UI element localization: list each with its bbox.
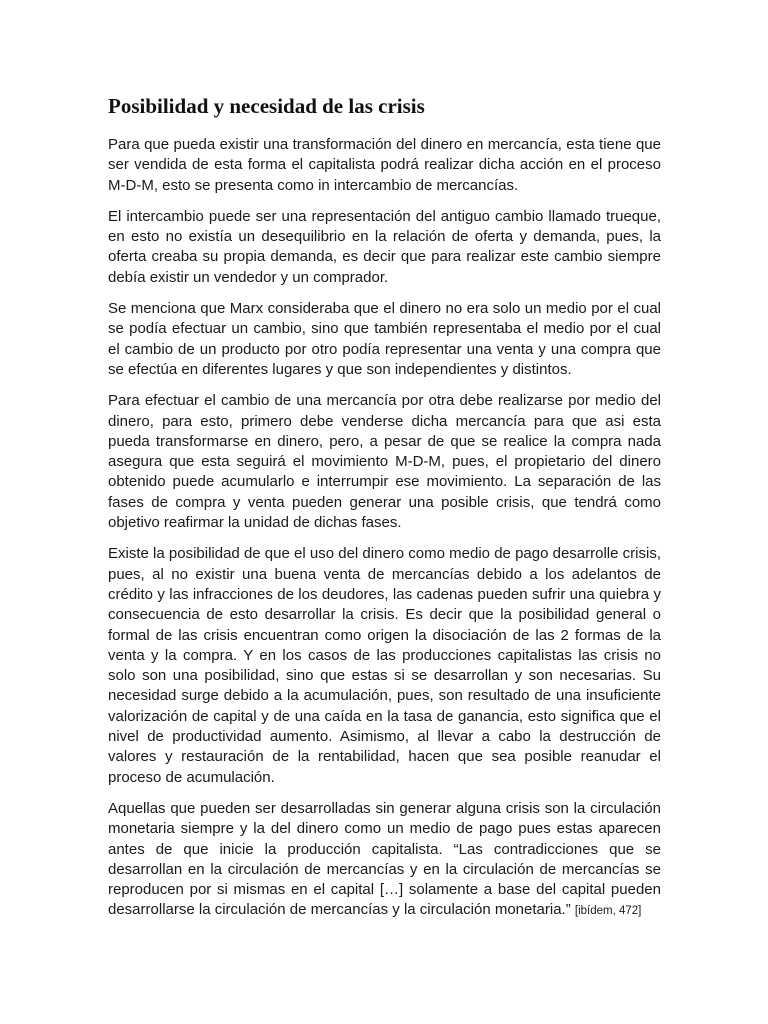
document-body [108, 93, 661, 933]
paragraph-3: Se menciona que Marx consideraba que el dinero no era solo un medio por el cual se podía efectuar un cambio, sino que también representaba el medio por el cual el cambio de un producto por otro podía representar una venta y una compra que se efectúa en diferentes lugares y que son independientes y distintos. [108, 300, 661, 378]
paragraph-2: El intercambio puede ser una representación del antiguo cambio llamado trueque, en esto no existía un desequilibrio en la relación de oferta y demanda, pues, la oferta creaba su propia demanda, es decir que para realizar este cambio siempre debía existir un vendedor y un comprador. [108, 207, 661, 286]
paragraph-6-text: Aquellas que pueden ser desarrolladas sin generar alguna crisis son la circulación monetaria siempre y la del dinero como un medio de pago pues estas aparecen antes de que inicie la producción capitalista. “Las contradicciones que se desarrollan en la circulación de mercancías y en la circulación de mercancías se reproducen por si mismas en el capital […] solamente a base del capital pueden desarrollarse la circulación de mercancías y la circulación monetaria.” [108, 799, 661, 919]
paragraph-5: Existe la posibilidad de que el uso del dinero como medio de pago desarrolle crisis, pues, al no existir una buena venta de mercancías debido a los adelantos de crédito y las infracciones de los deudores, las cadenas pueden sufrir una quiebra y consecuencia de esto desarrollar la crisis. Es decir que la posibilidad general o formal de las crisis encuentran como origen la disociación de las 2 formas de la venta y la compra. Y en los casos de las producciones capitalistas las crisis no solo son una posibilidad, sino que estas si se desarrollan y son necesarias. Su necesidad surge debido a la acumulación, pues, son resultado de una insuficiente valorización de capital y de una caída en la tasa de ganancia, esto significa que el nivel de productividad aumento. Asimismo, al llevar a cabo la destrucción de valores y restauración de la rentabilidad, hacen que sea posible reanudar el proceso de acumulación. [108, 545, 661, 786]
paragraph-6 [108, 799, 661, 922]
paragraph-1: Para que pueda existir una transformación del dinero en mercancía, esta tiene que ser vendida de esta forma el capitalista podrá realizar dicha acción en el proceso M-D-M, esto se presenta como in intercambio de mercancías. [108, 136, 661, 194]
citation: [ibídem, 472] [574, 905, 642, 918]
paragraph-4: Para efectuar el cambio de una mercancía por otra debe realizarse por medio del dinero, para esto, primero debe venderse dicha mercancía para que asi esta pueda transformarse en dinero, pero, a pesar de que se realice la compra nada asegura que esta seguirá el movimiento M-D-M, pues, el propietario del dinero obtenido puede acumularlo e interrumpir ese movimiento. La separación de las fases de compra y venta pueden generar una posible crisis, que tendrá como objetivo reafirmar la unidad de dichas fases. [108, 392, 661, 532]
document-title: Posibilidad y necesidad de las crisis [108, 94, 425, 118]
